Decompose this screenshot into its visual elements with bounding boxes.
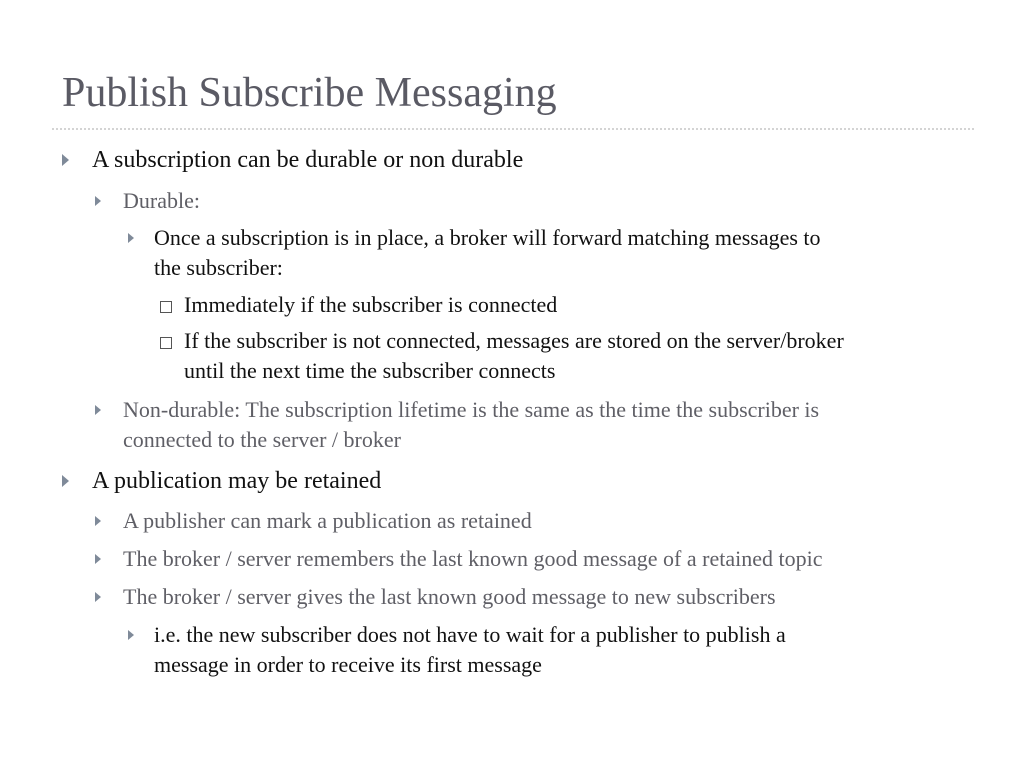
bullet-text-continued: message in order to receive its first message	[154, 652, 542, 677]
bullet-text: i.e. the new subscriber does not have to wait for a publisher to publish a	[154, 622, 786, 647]
square-bullet-icon	[160, 326, 172, 349]
triangle-bullet-icon	[128, 620, 134, 640]
bullet-text: Immediately if the subscriber is connected	[184, 292, 558, 317]
bullet-text: If the subscriber is not connected, messages are stored on the server/broker	[184, 328, 844, 353]
triangle-bullet-icon	[95, 186, 101, 206]
bullet-text: Once a subscription is in place, a broker will forward matching messages to	[154, 225, 821, 250]
bullet-text-continued: until the next time the subscriber connects	[184, 358, 556, 383]
triangle-bullet-icon	[95, 506, 101, 526]
triangle-bullet-icon	[95, 582, 101, 602]
slide-title: Publish Subscribe Messaging	[62, 70, 557, 116]
bullet-text: A publication may be retained	[92, 468, 382, 494]
bullet-text: Non-durable: The subscription lifetime is the same as the time the subscriber is	[123, 397, 820, 422]
bullet-text: The broker / server gives the last known good message to new subscribers	[123, 584, 776, 609]
triangle-bullet-icon	[62, 145, 69, 166]
triangle-bullet-icon	[62, 466, 69, 487]
square-bullet-icon	[160, 290, 172, 313]
bullet-text-continued: the subscriber:	[154, 255, 283, 280]
bullet-text: The broker / server remembers the last known good message of a retained topic	[123, 546, 823, 571]
bullet-text: Durable:	[123, 188, 200, 213]
triangle-bullet-icon	[95, 395, 101, 415]
bullet-text: A subscription can be durable or non durable	[92, 147, 524, 173]
triangle-bullet-icon	[95, 544, 101, 564]
bullet-text: A publisher can mark a publication as retained	[123, 508, 532, 533]
triangle-bullet-icon	[128, 223, 134, 243]
bullet-text-continued: connected to the server / broker	[123, 427, 401, 452]
